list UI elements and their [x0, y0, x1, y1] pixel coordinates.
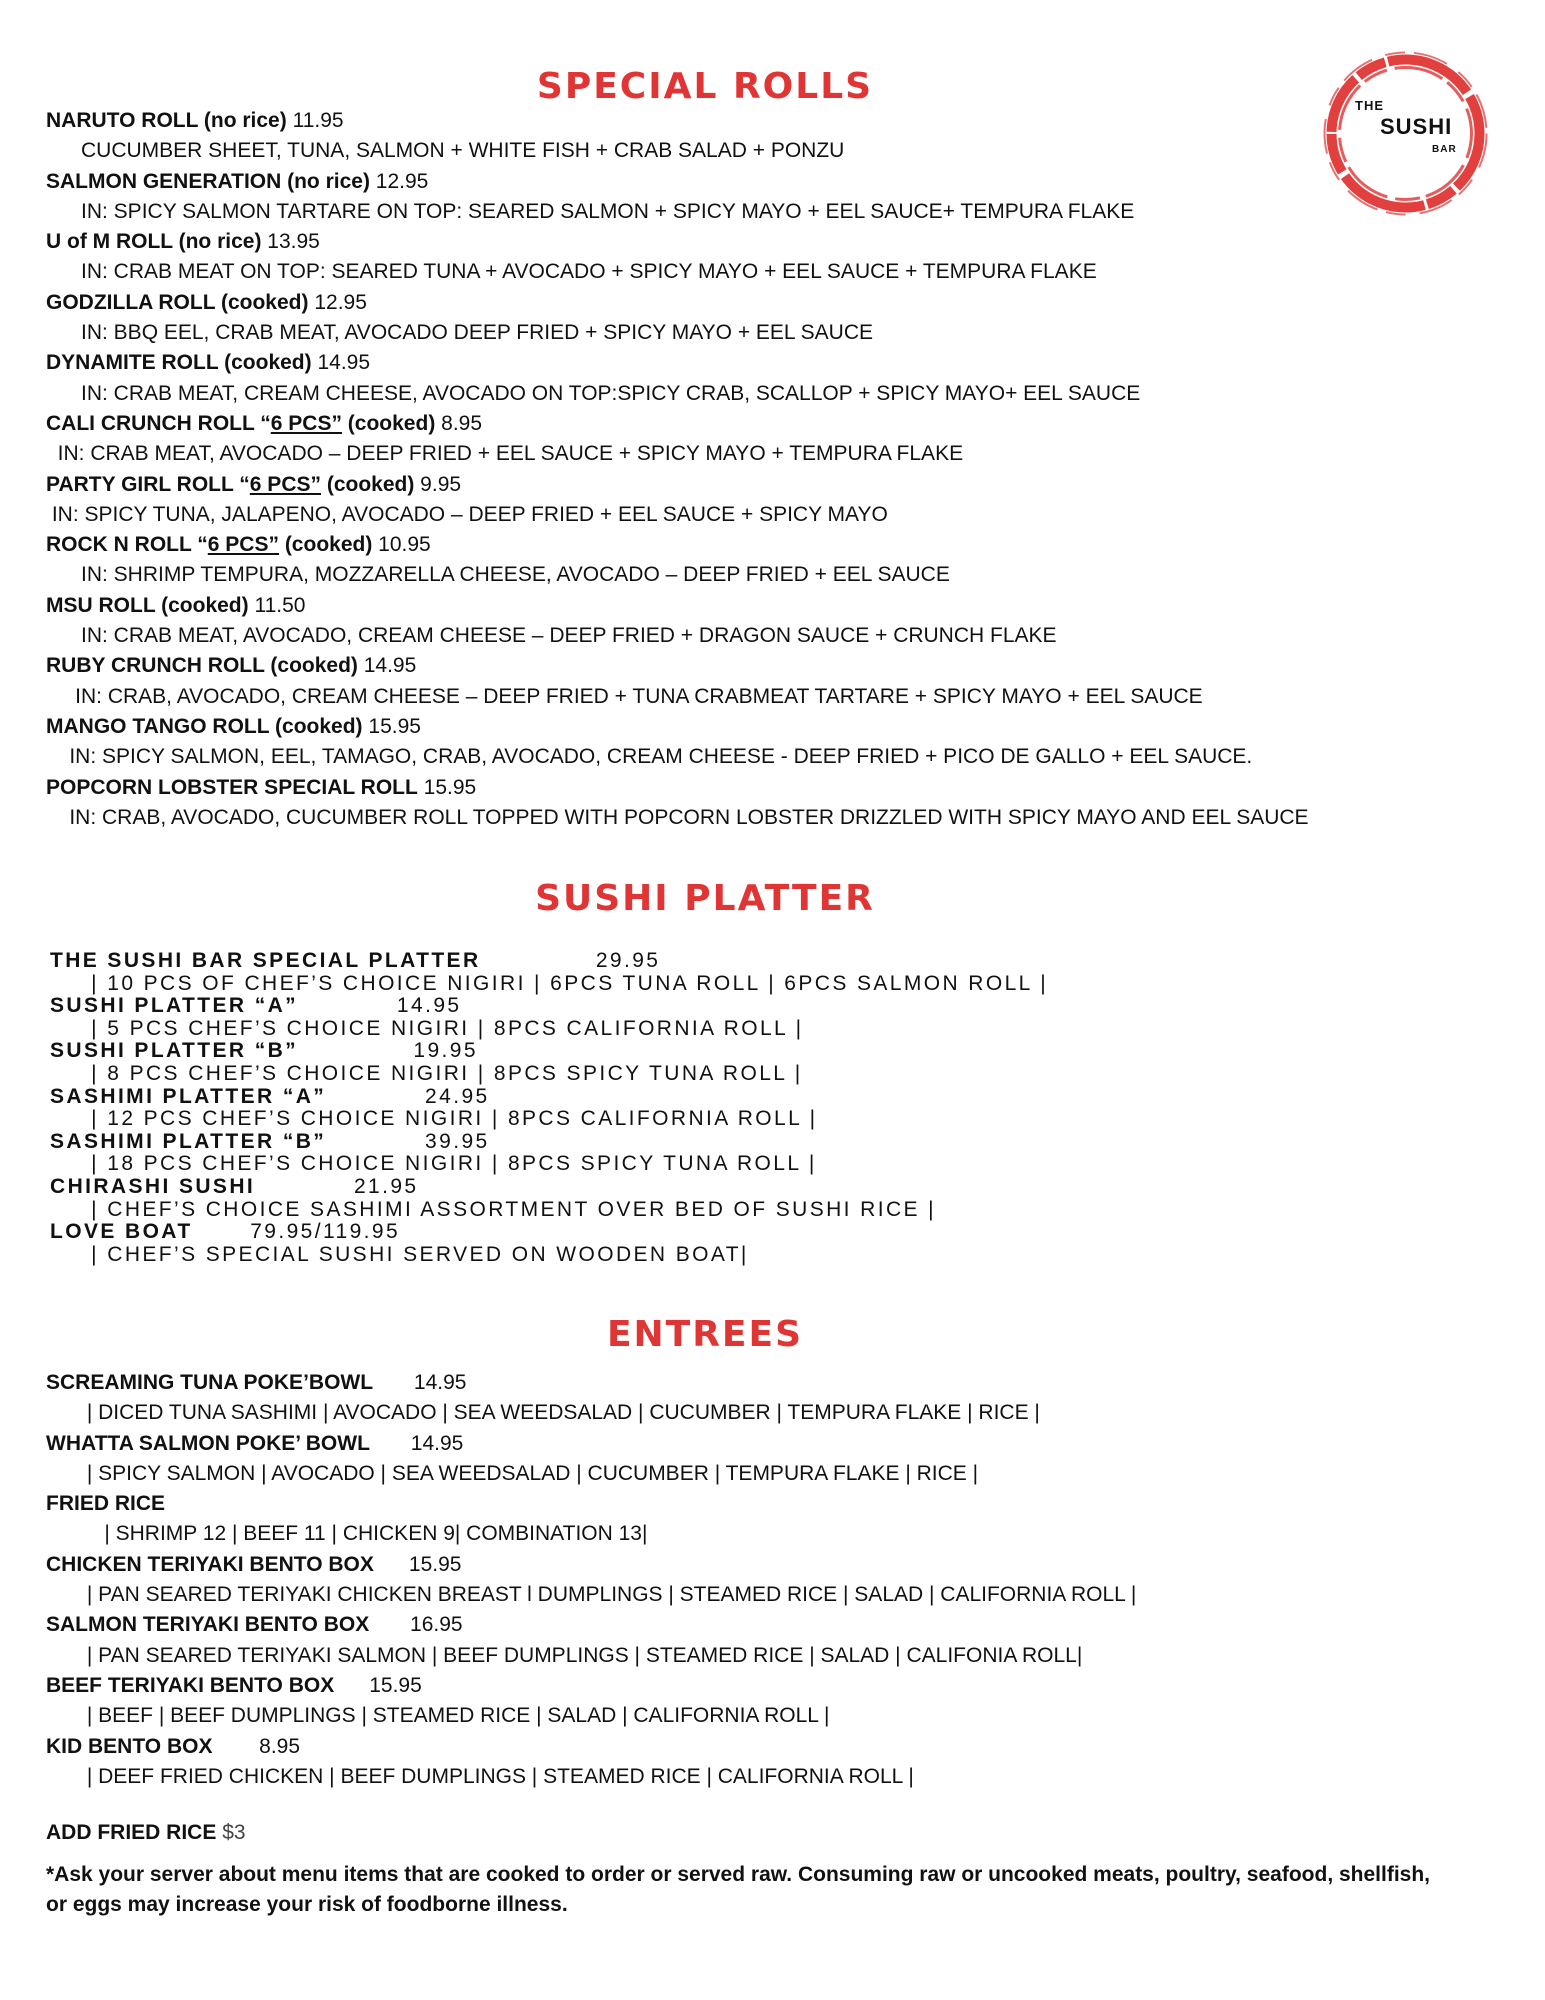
item-name: SUSHI PLATTER “A” — [50, 994, 299, 1018]
item-description: IN: CRAB MEAT, AVOCADO, CREAM CHEESE – DEEP FRIED + DRAGON SAUCE + CRUNCH FLAKE — [46, 624, 1057, 648]
platter-item-heading — [50, 1221, 1048, 1244]
item-price: 19.95 — [413, 1039, 478, 1063]
item-description: | 18 PCS CHEF’S CHOICE NIGIRI | 8PCS SPICY TUNA ROLL | — [50, 1152, 817, 1176]
special-rolls-list — [46, 106, 1309, 833]
item-price: 8.95 — [259, 1734, 301, 1758]
item-name: POPCORN LOBSTER SPECIAL ROLL — [46, 775, 418, 799]
item-name: PARTY GIRL ROLL “ — [46, 472, 250, 496]
item-price: 14.95 — [357, 654, 417, 678]
menu-item-heading — [46, 651, 1309, 681]
item-gap — [369, 1613, 410, 1636]
menu-item-heading — [46, 773, 1309, 803]
menu-item-heading — [46, 530, 1309, 560]
item-name: FRIED RICE — [46, 1492, 166, 1516]
add-fried-rice-label: ADD FRIED RICE — [46, 1821, 217, 1844]
item-description: | CHEF’S SPECIAL SUSHI SERVED ON WOODEN BOAT| — [50, 1242, 749, 1266]
entree-item-heading — [46, 1610, 1136, 1640]
item-price: 12.95 — [308, 290, 367, 314]
item-price: 14.95 — [413, 1371, 467, 1394]
entree-item-heading — [46, 1550, 1136, 1580]
item-description: CUCUMBER SHEET, TUNA, SALMON + WHITE FISH + CRAB SALAD + PONZU — [46, 139, 845, 163]
add-fried-rice-price: $3 — [222, 1821, 246, 1844]
item-style: (cooked) — [341, 411, 436, 435]
platter-item-heading — [50, 1086, 1048, 1109]
item-name: SALMON GENERATION (no rice) — [46, 169, 370, 193]
item-price: 9.95 — [414, 472, 462, 496]
item-description: | 8 PCS CHEF’S CHOICE NIGIRI | 8PCS SPICY TUNA ROLL | — [50, 1061, 803, 1085]
item-price: 24.95 — [425, 1084, 490, 1108]
menu-item-heading — [46, 106, 1309, 136]
logo-bar: BAR — [1432, 144, 1457, 155]
item-style: (cooked) — [321, 472, 415, 496]
entrees-list — [46, 1368, 1136, 1792]
item-portion: 6 PCS” — [207, 533, 279, 557]
item-gap — [374, 1553, 409, 1576]
item-price: 11.50 — [248, 593, 306, 617]
item-price: 21.95 — [353, 1174, 419, 1198]
item-description: IN: SPICY SALMON, EEL, TAMAGO, CRAB, AVOCADO, CREAM CHEESE - DEEP FRIED + PICO DE GALLO + EEL SAUCE. — [46, 745, 1253, 769]
item-price: 10.95 — [372, 533, 431, 557]
item-description: IN: SPICY TUNA, JALAPENO, AVOCADO – DEEP FRIED + EEL SAUCE + SPICY MAYO — [46, 502, 888, 526]
item-description: | PAN SEARED TERIYAKI CHICKEN BREAST l DUMPLINGS | STEAMED RICE | SALAD | CALIFORNIA ROLL | — [46, 1583, 1137, 1607]
item-name: CALI CRUNCH ROLL “ — [46, 411, 271, 435]
item-description: IN: CRAB, AVOCADO, CREAM CHEESE – DEEP FRIED + TUNA CRABMEAT TARTARE + SPICY MAYO + EEL SAUCE — [46, 684, 1203, 708]
item-gap — [481, 949, 596, 972]
platter-item-heading — [50, 1040, 1048, 1063]
item-gap — [326, 1085, 425, 1108]
item-name: SCREAMING TUNA POKE’BOWL — [46, 1371, 374, 1394]
item-description: | 10 PCS OF CHEF’S CHOICE NIGIRI | 6PCS TUNA ROLL | 6PCS SALMON ROLL | — [50, 971, 1049, 995]
item-price: 14.95 — [396, 994, 462, 1018]
item-portion: 6 PCS” — [249, 472, 321, 496]
menu-item-heading — [46, 712, 1309, 742]
item-name: SUSHI PLATTER “B” — [50, 1039, 299, 1063]
item-description: | BEEF | BEEF DUMPLINGS | STEAMED RICE | SALAD | CALIFORNIA ROLL | — [46, 1704, 830, 1728]
entree-item-heading — [46, 1671, 1136, 1701]
item-name: KID BENTO BOX — [46, 1734, 213, 1758]
item-gap — [255, 1175, 354, 1198]
item-description: | PAN SEARED TERIYAKI SALMON | BEEF DUMPLINGS | STEAMED RICE | SALAD | CALIFONIA ROLL| — [46, 1643, 1083, 1667]
item-gap — [298, 1039, 413, 1062]
menu-item-heading — [46, 227, 1309, 257]
item-name: BEEF TERIYAKI BENTO BOX — [46, 1673, 335, 1697]
item-price: 14.95 — [311, 351, 371, 375]
item-name: DYNAMITE ROLL (cooked) — [46, 351, 312, 375]
item-description: | CHEF’S CHOICE SASHIMI ASSORTMENT OVER BED OF SUSHI RICE | — [50, 1197, 937, 1221]
item-gap — [326, 1130, 425, 1153]
item-price: 15.95 — [408, 1552, 462, 1576]
menu-item-heading — [46, 167, 1309, 197]
item-description: IN: CRAB MEAT, AVOCADO – DEEP FRIED + EEL SAUCE + SPICY MAYO + TEMPURA FLAKE — [46, 442, 964, 466]
item-name: CHICKEN TERIYAKI BENTO BOX — [46, 1552, 374, 1576]
item-description: IN: SPICY SALMON TARTARE ON TOP: SEARED SALMON + SPICY MAYO + EEL SAUCE+ TEMPURA FLAKE — [46, 199, 1135, 223]
sushi-platter-list — [50, 950, 1048, 1266]
item-name: MANGO TANGO ROLL (cooked) — [46, 714, 363, 738]
item-price: 11.95 — [286, 109, 344, 132]
item-style: (cooked) — [278, 533, 373, 557]
platter-item-heading — [50, 1131, 1048, 1154]
item-description: IN: CRAB, AVOCADO, CUCUMBER ROLL TOPPED WITH POPCORN LOBSTER DRIZZLED WITH SPICY MAYO AND EEL SAUCE — [46, 805, 1309, 829]
item-description: IN: CRAB MEAT, CREAM CHEESE, AVOCADO ON TOP:SPICY CRAB, SCALLOP + SPICY MAYO+ EEL SAUCE — [46, 381, 1141, 405]
item-gap — [334, 1674, 369, 1697]
item-name: NARUTO ROLL (no rice) — [46, 109, 287, 132]
menu-item-heading — [46, 591, 1309, 621]
item-price: 79.95/119.95 — [250, 1220, 401, 1244]
item-name: MSU ROLL (cooked) — [46, 593, 249, 617]
entree-item-heading — [46, 1732, 1136, 1762]
platter-item-heading — [50, 1176, 1048, 1199]
item-price: 12.95 — [369, 169, 429, 193]
item-description: IN: SHRIMP TEMPURA, MOZZARELLA CHEESE, AVOCADO – DEEP FRIED + EEL SAUCE — [46, 563, 950, 587]
item-price: 15.95 — [369, 1673, 422, 1697]
item-price: 15.95 — [417, 775, 477, 799]
item-name: GODZILLA ROLL (cooked) — [46, 290, 309, 314]
item-price: 39.95 — [425, 1129, 490, 1153]
entree-item-heading — [46, 1429, 1136, 1459]
item-portion: 6 PCS” — [270, 411, 342, 435]
menu-item-heading — [46, 409, 1309, 439]
item-name: SASHIMI PLATTER “B” — [50, 1129, 327, 1153]
item-description: IN: BBQ EEL, CRAB MEAT, AVOCADO DEEP FRIED + SPICY MAYO + EEL SAUCE — [46, 321, 874, 345]
item-description: | 12 PCS CHEF’S CHOICE NIGIRI | 8PCS CALIFORNIA ROLL | — [50, 1107, 818, 1131]
logo-sushi: SUSHI — [1380, 114, 1453, 139]
item-price: 14.95 — [410, 1431, 464, 1455]
item-gap — [212, 1735, 259, 1758]
sushi-platter-title: SUSHI PLATTER — [535, 878, 875, 919]
item-description: | SHRIMP 12 | BEEF 11 | CHICKEN 9| COMBINATION 13| — [46, 1522, 648, 1546]
menu-item-heading — [46, 470, 1309, 500]
special-rolls-title: SPECIAL ROLLS — [536, 66, 874, 107]
item-price: 13.95 — [261, 230, 320, 254]
item-price: 15.95 — [362, 714, 421, 738]
item-name: ROCK N ROLL “ — [46, 533, 208, 557]
item-price: 29.95 — [595, 949, 661, 972]
disclaimer: *Ask your server about menu items that are cooked to order or served raw. Consuming raw or uncooked meats, poultry, seafood, shellfish, or eggs may increase your risk of foodborne illness. — [46, 1863, 1431, 1916]
item-price: 8.95 — [435, 411, 483, 435]
item-description: | 5 PCS CHEF’S CHOICE NIGIRI | 8PCS CALIFORNIA ROLL | — [50, 1016, 804, 1040]
item-description: | DEEF FRIED CHICKEN | BEEF DUMPLINGS | STEAMED RICE | CALIFORNIA ROLL | — [46, 1764, 914, 1788]
item-price: 16.95 — [410, 1613, 463, 1637]
entrees-title: ENTREES — [606, 1314, 804, 1355]
item-description: | DICED TUNA SASHIMI | AVOCADO | SEA WEEDSALAD | CUCUMBER | TEMPURA FLAKE | RICE | — [46, 1401, 1040, 1425]
item-gap — [298, 994, 397, 1017]
item-name: SASHIMI PLATTER “A” — [50, 1084, 327, 1108]
add-fried-rice — [46, 1818, 246, 1848]
item-name: RUBY CRUNCH ROLL (cooked) — [46, 654, 358, 678]
item-description: IN: CRAB MEAT ON TOP: SEARED TUNA + AVOCADO + SPICY MAYO + EEL SAUCE + TEMPURA FLAKE — [46, 260, 1097, 284]
entree-item-heading — [46, 1368, 1136, 1398]
item-name: WHATTA SALMON POKE’ BOWL — [46, 1431, 370, 1455]
menu-item-heading — [46, 348, 1309, 378]
platter-item-heading — [50, 950, 1048, 973]
item-description: | SPICY SALMON | AVOCADO | SEA WEEDSALAD | CUCUMBER | TEMPURA FLAKE | RICE | — [46, 1461, 979, 1485]
menu-item-heading — [46, 288, 1309, 318]
item-gap — [370, 1432, 411, 1455]
logo-the: THE — [1355, 98, 1384, 113]
item-name: SALMON TERIYAKI BENTO BOX — [46, 1613, 370, 1637]
platter-item-heading — [50, 995, 1048, 1018]
entree-item-heading — [46, 1489, 1136, 1519]
item-gap — [193, 1220, 251, 1243]
item-name: LOVE BOAT — [50, 1220, 193, 1244]
item-name: THE SUSHI BAR SPECIAL PLATTER — [50, 949, 481, 972]
item-name: U of M ROLL (no rice) — [46, 230, 262, 254]
item-gap — [373, 1371, 414, 1394]
item-name: CHIRASHI SUSHI — [50, 1174, 256, 1198]
